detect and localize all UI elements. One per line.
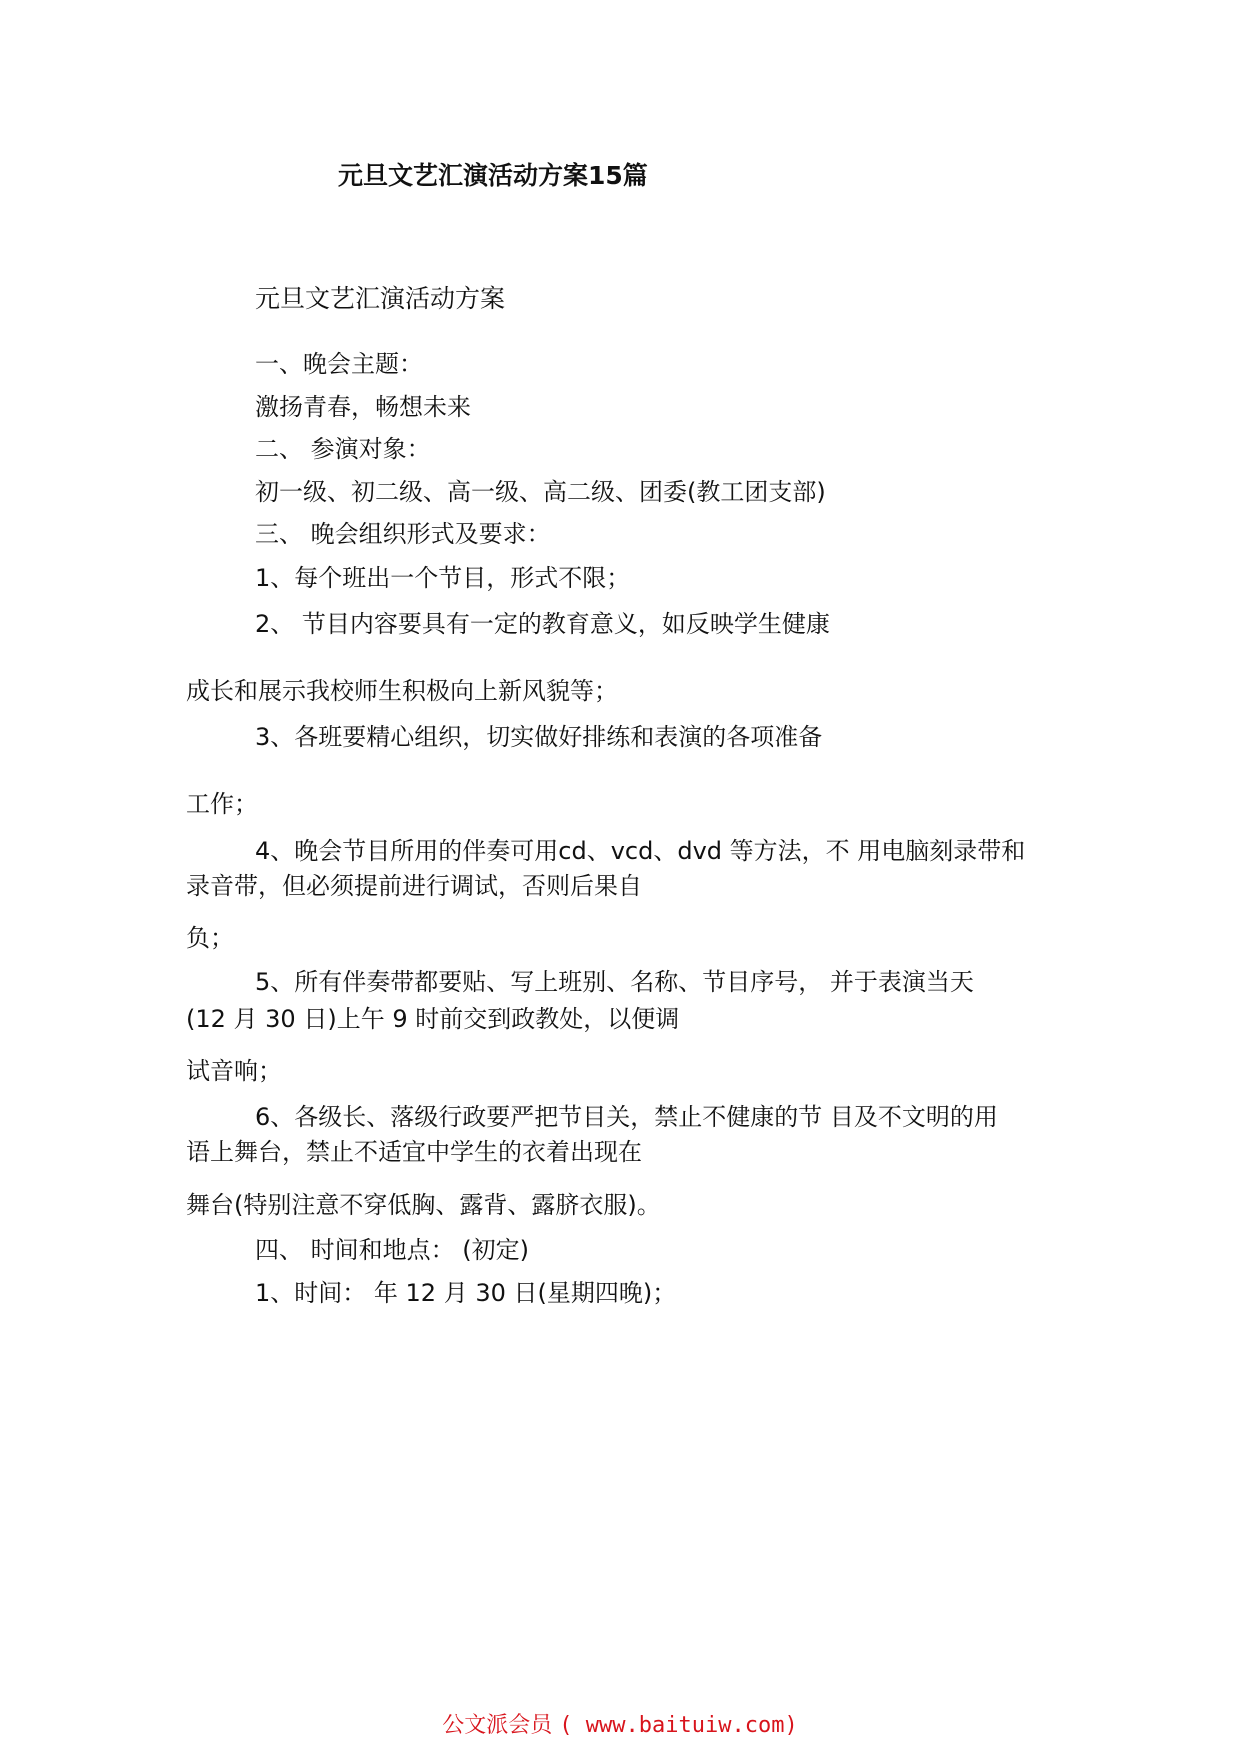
paragraph-line: 5、所有伴奏带都要贴、写上班别、名称、节目序号， 并于表演当天: [255, 968, 974, 996]
paragraph-line: 负；: [186, 924, 234, 952]
paragraph-line: 成长和展示我校师生积极向上新风貌等；: [186, 677, 618, 705]
paragraph-line: 语上舞台，禁止不适宜中学生的衣着出现在: [186, 1138, 642, 1166]
paragraph-line: 初一级、初二级、高一级、高二级、团委(教工团支部): [255, 478, 826, 506]
paragraph-line: 6、各级长、落级行政要严把节目关，禁止不健康的节 目及不文明的用: [255, 1103, 998, 1131]
footer-url-link[interactable]: ( www.baituiw.com): [559, 1713, 798, 1738]
paragraph-line: 三、 晚会组织形式及要求：: [255, 520, 551, 548]
paragraph-line: 1、时间： 年 12 月 30 日(星期四晚)；: [255, 1279, 677, 1307]
paragraph-line: 四、 时间和地点： (初定): [255, 1236, 529, 1264]
paragraph-line: 工作；: [186, 790, 258, 818]
paragraph-line: 二、 参演对象：: [255, 435, 431, 463]
paragraph-line: (12 月 30 日)上午 9 时前交到政教处，以便调: [186, 1005, 680, 1033]
section-heading: 元旦文艺汇演活动方案: [255, 284, 506, 313]
footer-watermark[interactable]: [0, 1708, 1240, 1739]
paragraph-line: 2、 节目内容要具有一定的教育意义，如反映学生健康: [255, 610, 830, 638]
paragraph-line: 试音响；: [186, 1057, 282, 1085]
paragraph-line: 3、各班要精心组织，切实做好排练和表演的各项准备: [255, 723, 823, 751]
paragraph-line: 激扬青春，畅想未来: [255, 393, 471, 421]
paragraph-line: 1、每个班出一个节目，形式不限；: [255, 564, 631, 592]
document-title: 元旦文艺汇演活动方案15篇: [338, 161, 648, 190]
paragraph-line: 一、晚会主题：: [255, 350, 423, 378]
paragraph-line: 舞台(特别注意不穿低胸、露背、露脐衣服)。: [186, 1191, 661, 1219]
paragraph-line: 4、晚会节目所用的伴奏可用cd、vcd、dvd 等方法，不 用电脑刻录带和: [255, 837, 1026, 865]
footer-brand: 公文派会员: [442, 1713, 553, 1738]
paragraph-line: 录音带，但必须提前进行调试，否则后果自: [186, 872, 642, 900]
